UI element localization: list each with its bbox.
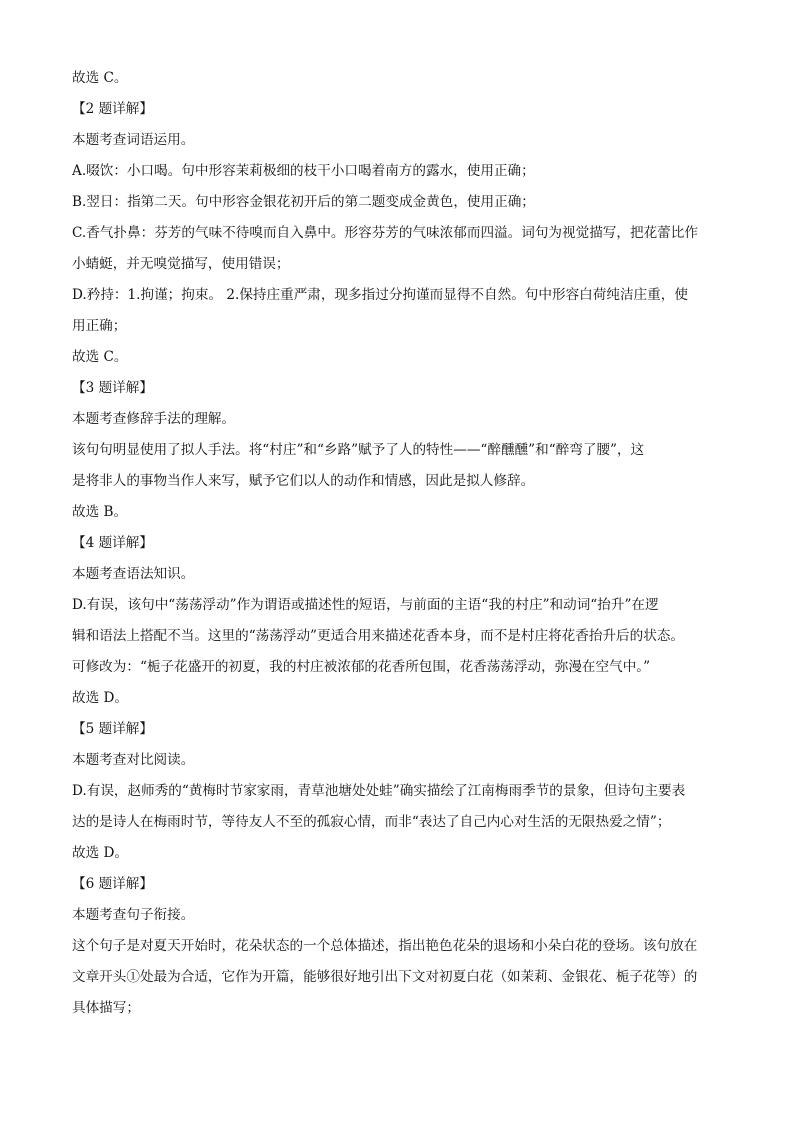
- text-line: 故选 D。: [72, 690, 129, 706]
- text-line: 这个句子是对夏天开始时，花朵状态的一个总体描述，指出艳色花朵的退场和小朵白花的登场。该句放在: [72, 938, 698, 954]
- section-heading: 【3 题详解】: [72, 380, 153, 396]
- text-line: 本题考查对比阅读。: [72, 752, 195, 768]
- document-body: [72, 63, 722, 1024]
- text-line: 故选 B。: [72, 504, 128, 520]
- text-line: 本题考查词语运用。: [72, 132, 195, 148]
- text-line: B.翌日：指第二天。句中形容金银花初开后的第二题变成金黄色，使用正确；: [72, 194, 535, 210]
- text-line: D.有误，该句中“荡荡浮动”作为谓语或描述性的短语，与前面的主语“我的村庄”和动词“抬升”在逻: [72, 597, 659, 613]
- text-line: D.有误，赵师秀的“黄梅时节家家雨，青草池塘处处蛙”确实描绘了江南梅雨季节的景象，但诗句主要表: [72, 783, 686, 799]
- text-line: 故选 C。: [72, 70, 128, 86]
- text-line: 小蜻蜓，并无嗅觉描写，使用错误；: [72, 256, 290, 272]
- text-line: 用正确；: [72, 318, 127, 334]
- text-line: 本题考查修辞手法的理解。: [72, 411, 236, 427]
- section-heading: 【4 题详解】: [72, 535, 153, 551]
- text-line: C.香气扑鼻：芬芳的气味不待嗅而自入鼻中。形容芬芳的气味浓郁而四溢。词句为视觉描写，把花蕾比作: [72, 225, 698, 241]
- text-line: 达的是诗人在梅雨时节，等待友人不至的孤寂心情，而非“表达了自己内心对生活的无限热爱之情”；: [72, 814, 671, 830]
- section-heading: 【6 题详解】: [72, 876, 153, 892]
- text-line: 辑和语法上搭配不当。这里的“荡荡浮动”更适合用来描述花香本身，而不是村庄将花香抬升后的状态。: [72, 628, 685, 644]
- section-heading: 【5 题详解】: [72, 721, 153, 737]
- text-line: 本题考查句子衔接。: [72, 907, 195, 923]
- text-line: 故选 C。: [72, 349, 128, 365]
- text-line: 具体描写；: [72, 1000, 140, 1016]
- text-line: 是将非人的事物当作人来写，赋予它们以人的动作和情感，因此是拟人修辞。: [72, 473, 535, 489]
- text-line: 本题考查语法知识。: [72, 566, 195, 582]
- text-line: 故选 D。: [72, 845, 129, 861]
- text-line: A.啜饮：小口喝。句中形容茉莉极细的枝干小口喝着南方的露水，使用正确；: [72, 163, 535, 179]
- text-line: 文章开头①处最为合适，它作为开篇，能够很好地引出下文对初夏白花（如茉莉、金银花、栀子花等）的: [72, 969, 698, 985]
- section-heading: 【2 题详解】: [72, 101, 153, 117]
- text-line: 可修改为：“栀子花盛开的初夏，我的村庄被浓郁的花香所包围，花香荡荡浮动，弥漫在空气中。”: [72, 659, 651, 675]
- text-line: 该句句明显使用了拟人手法。将“村庄”和“乡路”赋予了人的特性——“醉醺醺”和“醉弯了腰”，这: [72, 442, 645, 458]
- text-line: D.矜持：1.拘谨；拘束。 2.保持庄重严肃，现多指过分拘谨而显得不自然。句中形容白荷纯洁庄重，使: [72, 287, 688, 303]
